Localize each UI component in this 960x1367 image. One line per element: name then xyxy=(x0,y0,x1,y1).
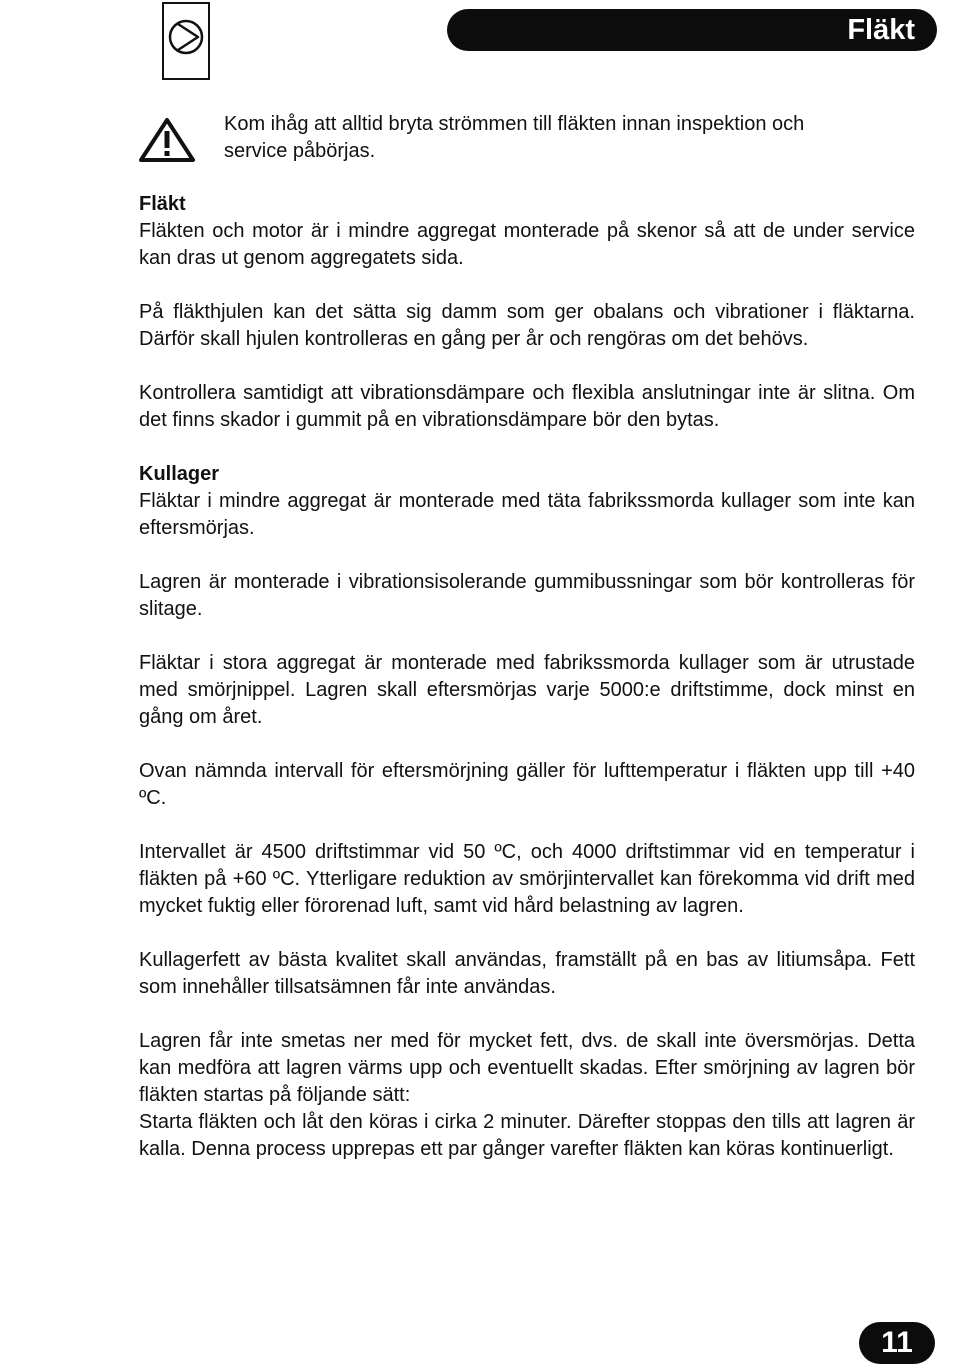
paragraph-kullager-1: Fläktar i mindre aggregat är monterade med täta fabrikssmorda kullager som inte kan eftersmörjas. xyxy=(139,490,915,539)
paragraph-flakt-1: Fläkten och motor är i mindre aggregat monterade på skenor så att de under service kan dras ut genom aggregatets sida. xyxy=(139,220,915,269)
paragraph-kullager-7: Lagren får inte smetas ner med för mycket fett, dvs. de skall inte översmörjas. Detta kan medföra att lagren värms upp och eventuellt skadas. Efter smörjning av lagren bör fläkten startas på följande sätt: xyxy=(139,1030,915,1106)
page-number: 11 xyxy=(881,1326,913,1359)
paragraph-flakt-3: Kontrollera samtidigt att vibrationsdämpare och flexibla anslutningar inte är slitna. Om det finns skador i gummit på en vibrationsdämpare bör den bytas. xyxy=(139,382,915,431)
paragraph-kullager-2: Lagren är monterade i vibrationsisolerande gummibussningar som bör kontrolleras för slitage. xyxy=(139,571,915,620)
heading-kullager: Kullager xyxy=(139,463,220,485)
main-content xyxy=(139,191,915,1190)
paragraph-flakt-2: På fläkthjulen kan det sätta sig damm som ger obalans och vibrationer i fläktarna. Därför skall hjulen kontrolleras en gång per år och rengöras om det behövs. xyxy=(139,301,915,350)
paragraph-kullager-8: Starta fläkten och låt den köras i cirka 2 minuter. Därefter stoppas den tills att lagren är kalla. Denna process upprepas ett par gånger varefter fläkten kan köras kontinuerligt. xyxy=(139,1111,915,1160)
section-title: Fläkt xyxy=(847,14,915,46)
paragraph-kullager-3: Fläktar i stora aggregat är monterade med fabrikssmorda kullager som är utrustade med smörjnippel. Lagren skall eftersmörjas varje 5000:e driftstimme, dock minst en gång om året. xyxy=(139,652,915,728)
paragraph-kullager-4: Ovan nämnda intervall för eftersmörjning gäller för lufttemperatur i fläkten upp till +40 ºC. xyxy=(139,760,915,809)
paragraph-kullager-5: Intervallet är 4500 driftstimmar vid 50 ºC, och 4000 driftstimmar vid en temperatur i fläkten på +60 ºC. Ytterligare reduktion av smörjintervallet kan förekomma vid drift med mycket fuktig eller förorenad luft, samt vid hård belastning av lagren. xyxy=(139,841,915,917)
heading-flakt: Fläkt xyxy=(139,193,186,215)
fan-icon xyxy=(167,18,205,56)
fan-symbol-badge xyxy=(162,2,210,80)
warning-line-1: Kom ihåg att alltid bryta strömmen till fläkten innan inspektion och xyxy=(224,113,805,135)
section-title-banner xyxy=(447,9,937,51)
paragraph-kullager-6: Kullagerfett av bästa kvalitet skall användas, framställt på en bas av litiumsåpa. Fett som innehåller tillsatsämnen får inte användas. xyxy=(139,949,915,998)
warning-line-2: service påbörjas. xyxy=(224,140,376,162)
warning-triangle-icon xyxy=(138,117,196,163)
warning-message xyxy=(224,111,914,165)
page-number-badge xyxy=(859,1322,935,1364)
